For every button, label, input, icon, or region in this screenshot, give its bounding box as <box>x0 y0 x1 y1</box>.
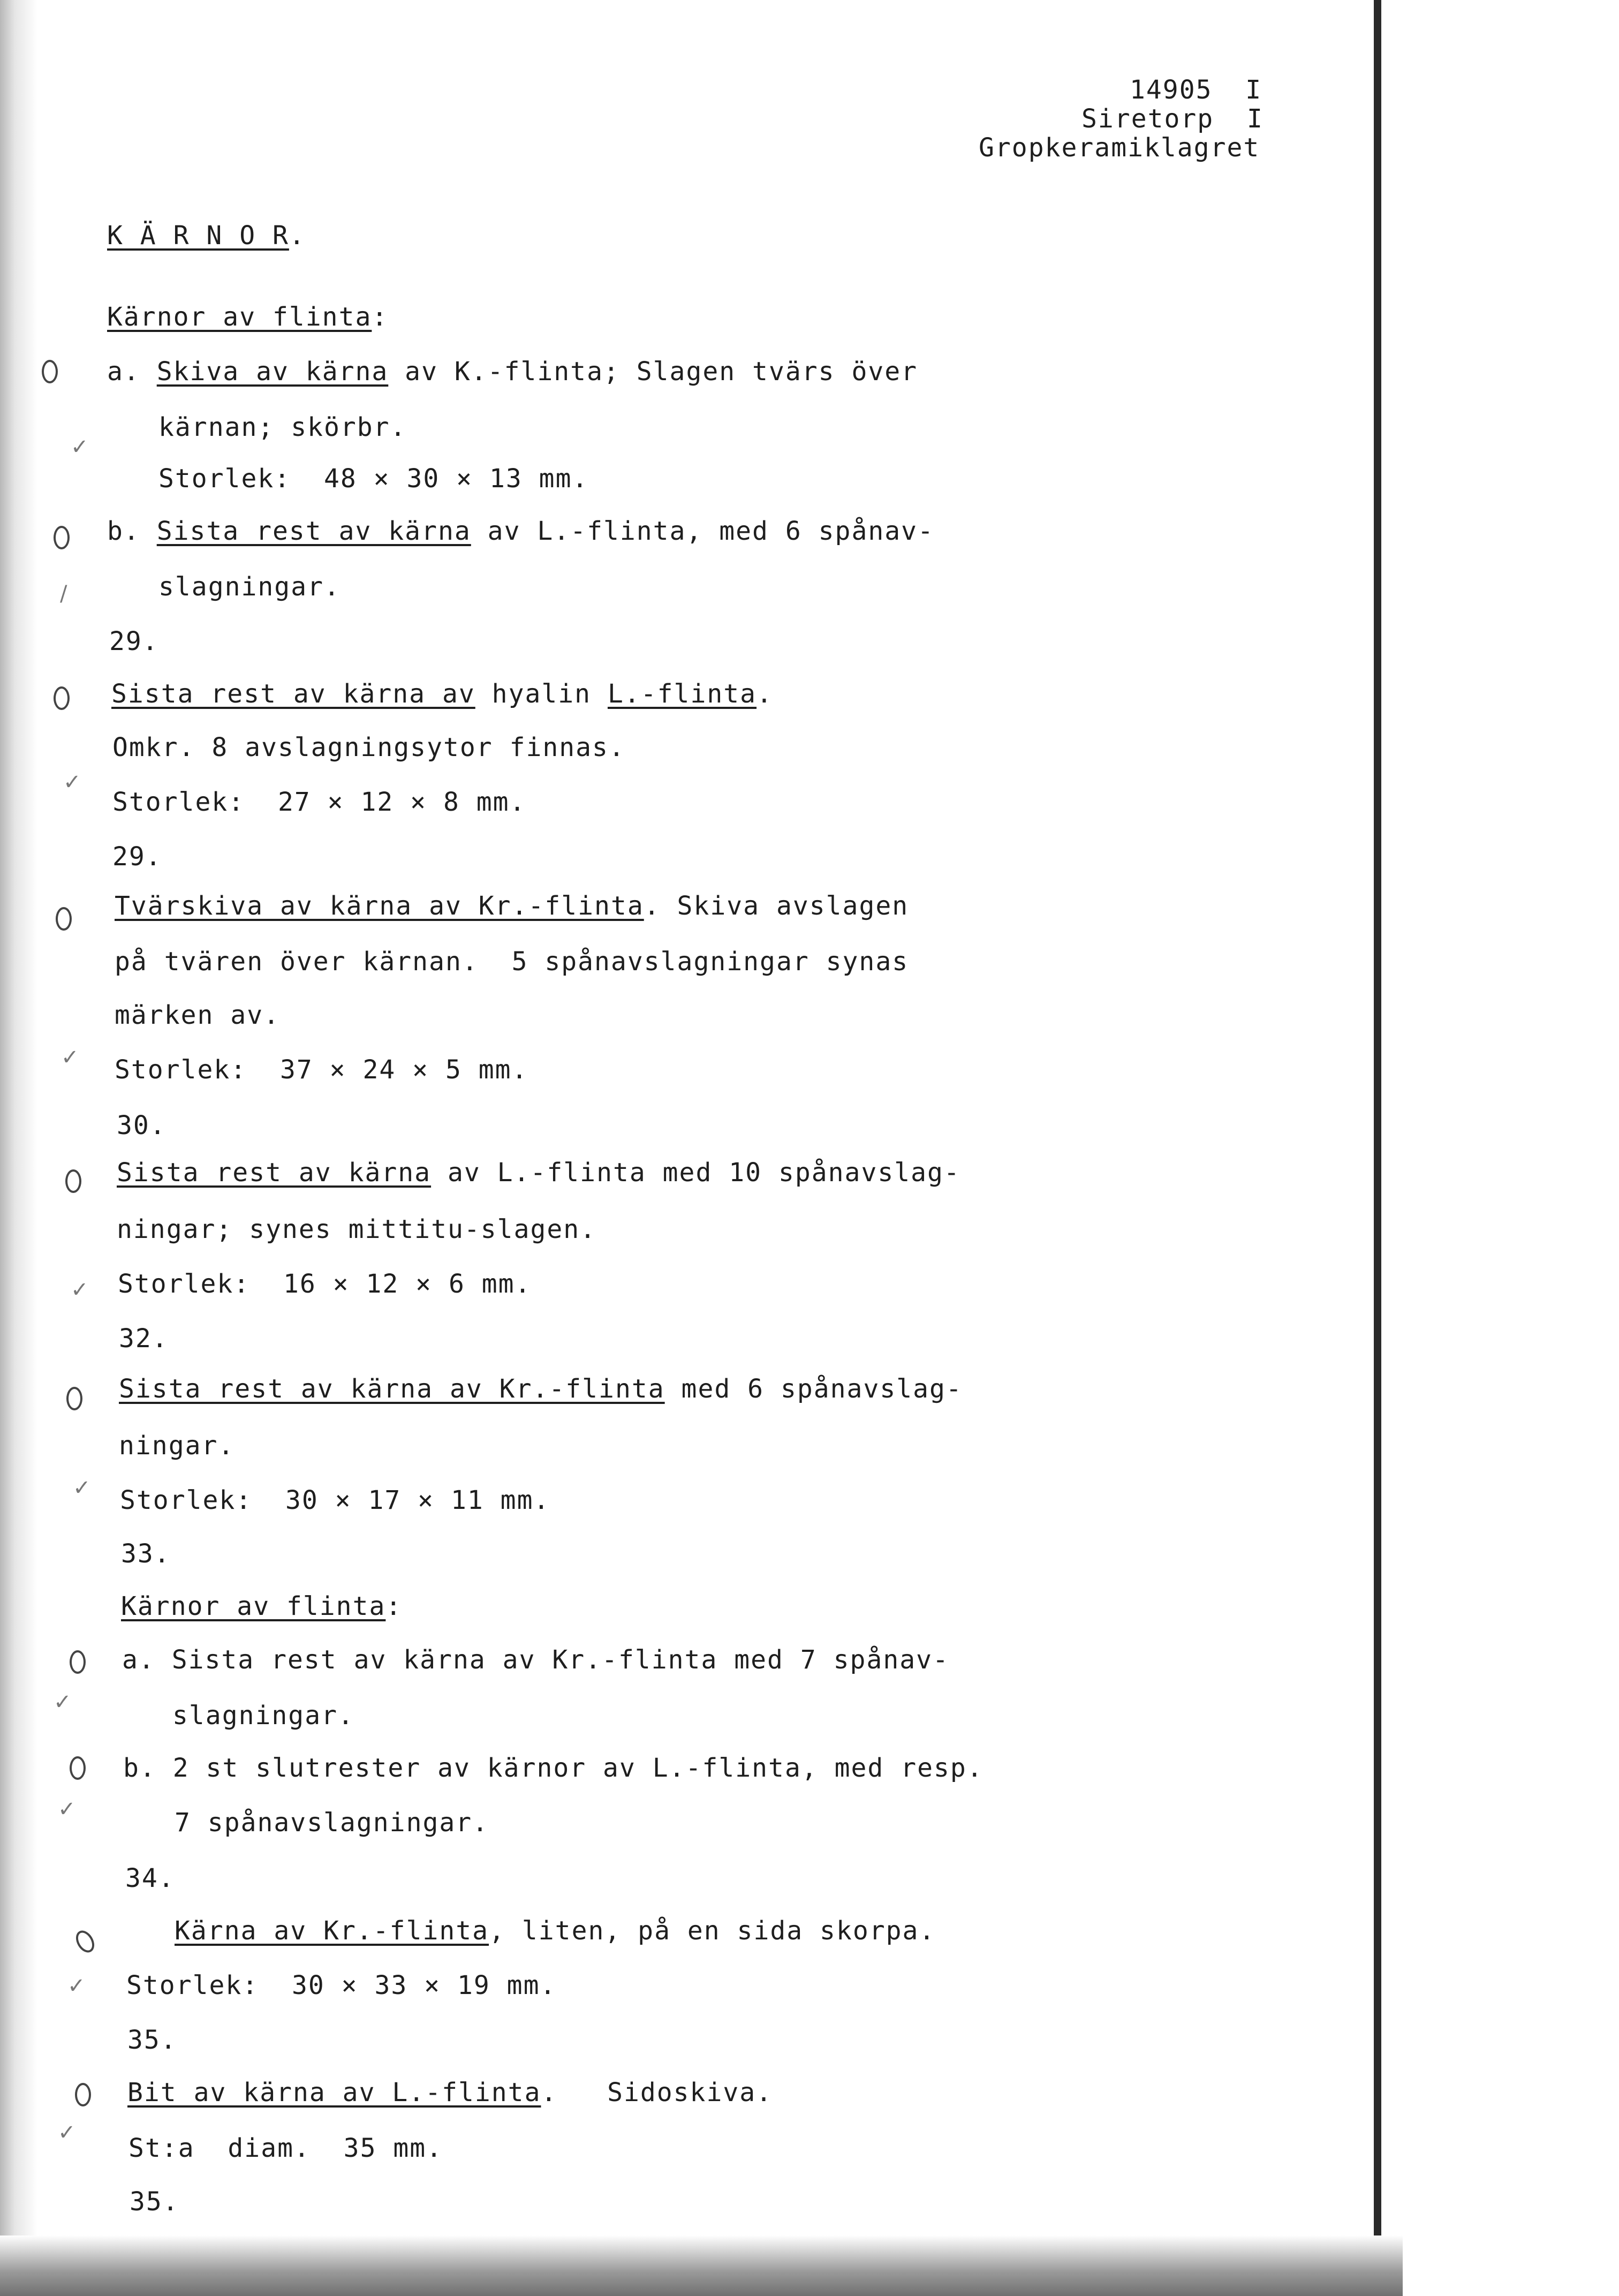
entry-35b-title: Bit av kärna av L.-flinta <box>127 2078 541 2108</box>
check-mark: ✓ <box>73 1476 91 1500</box>
check-mark: ✓ <box>58 2120 76 2145</box>
circle-mark <box>72 1927 98 1955</box>
find-number: 29. <box>109 626 159 656</box>
site-name: Siretorp I <box>1081 104 1264 134</box>
check-mark: ✓ <box>71 1278 89 1302</box>
entry-2b-line2: 7 spånavslagningar. <box>175 1808 489 1838</box>
find-number: 35. <box>127 2025 177 2055</box>
entry-1b-line2: slagningar. <box>158 572 341 602</box>
circle-mark <box>75 2083 91 2106</box>
check-mark: ✓ <box>71 435 89 459</box>
circle-mark <box>65 1169 81 1193</box>
circle-mark <box>70 1650 86 1674</box>
entry-30-line3: märken av. <box>115 1000 280 1030</box>
check-mark: ✓ <box>58 1797 76 1822</box>
circle-mark <box>66 1387 82 1410</box>
entry-35a-text: , liten, på en sida skorpa. <box>489 1916 936 1946</box>
catalog-number: 14905 I <box>1130 75 1262 105</box>
entry-32-title: Sista rest av kärna <box>117 1158 432 1188</box>
page-edge-right <box>1374 0 1381 2296</box>
find-number: 35. <box>130 2187 179 2217</box>
entry-33-title: Sista rest av kärna av Kr.-flinta <box>119 1374 665 1404</box>
section-heading-2-text: Kärnor av flinta <box>121 1591 386 1621</box>
find-number: 33. <box>121 1539 171 1569</box>
check-mark: ✓ <box>61 1045 79 1070</box>
page-margin-right <box>1381 0 1619 2296</box>
entry-1a-line2: kärnan; skörbr. <box>158 412 407 442</box>
find-number: 29. <box>112 842 162 872</box>
entry-32 <box>117 1157 960 1189</box>
page-shadow-bottom <box>0 2235 1403 2296</box>
entry-29-title: Sista rest av kärna av <box>111 679 475 709</box>
entry-2a-line2: slagningar. <box>172 1701 354 1731</box>
section-heading-1-text: Kärnor av flinta <box>107 302 372 332</box>
entry-2b: b. 2 st slutrester av kärnor av L.-flinta, med resp. <box>123 1753 983 1783</box>
entry-1b <box>107 515 934 547</box>
entry-29: Sista rest av kärna av hyalin L.-flinta. <box>111 679 773 709</box>
entry-35b <box>127 2076 773 2109</box>
entry-35b-size: St:a diam. 35 mm. <box>128 2133 443 2163</box>
check-mark: / <box>60 581 67 606</box>
entry-32-text: av L.-flinta med 10 spånavslag- <box>431 1158 960 1188</box>
entry-2a: a. Sista rest av kärna av Kr.-flinta med 7 spånav- <box>122 1645 949 1675</box>
circle-mark <box>70 1756 86 1780</box>
entry-1b-marker: b. <box>107 516 140 546</box>
entry-30-text: Skiva avslagen <box>660 891 909 921</box>
page-title-dot: . <box>289 221 306 251</box>
entry-1a-text: av K.-flinta; Slagen tvärs över <box>388 357 918 387</box>
entry-33-size: Storlek: 30 × 17 × 11 mm. <box>120 1485 550 1515</box>
entry-1b-title: Sista rest av kärna <box>156 516 471 546</box>
entry-33 <box>119 1373 963 1405</box>
entry-35b-text: . Sidoskiva. <box>541 2078 773 2108</box>
page-title <box>107 220 306 252</box>
entry-30-line2: på tvären över kärnan. 5 spånavslagningar synas <box>115 947 909 977</box>
page-shadow-left <box>0 0 37 2296</box>
entry-1a-title: Skiva av kärna <box>156 357 389 387</box>
layer-name: Gropkeramiklagret <box>979 133 1260 163</box>
entry-33-text: med 6 spånavslag- <box>664 1374 963 1404</box>
entry-29-line2: Omkr. 8 avslagningsytor finnas. <box>112 732 625 762</box>
entry-29-text: hyalin <box>475 679 608 709</box>
check-mark: ✓ <box>63 770 81 795</box>
entry-30: Tvärskiva av kärna av Kr.-flinta. Skiva avslagen <box>115 891 909 921</box>
circle-mark <box>42 360 58 383</box>
section-heading-2: Kärnor av flinta: <box>121 1591 403 1621</box>
check-mark: ✓ <box>67 1974 86 1998</box>
entry-1b-text: av L.-flinta, med 6 spånav- <box>471 516 934 546</box>
circle-mark <box>54 526 70 549</box>
entry-35a-size: Storlek: 30 × 33 × 19 mm. <box>126 1970 557 2000</box>
entry-1a-size: Storlek: 48 × 30 × 13 mm. <box>158 464 589 494</box>
entry-30-title: Tvärskiva av kärna av Kr.-flinta <box>115 891 644 921</box>
circle-mark <box>56 907 72 931</box>
entry-32-size: Storlek: 16 × 12 × 6 mm. <box>118 1269 532 1299</box>
section-heading-1: Kärnor av flinta: <box>107 302 389 332</box>
entry-1a <box>107 356 918 388</box>
entry-32-line2: ningar; synes mittitu-slagen. <box>117 1214 597 1244</box>
entry-33-line2: ningar. <box>119 1431 235 1461</box>
entry-30-size: Storlek: 37 × 24 × 5 mm. <box>115 1055 528 1085</box>
find-number: 30. <box>117 1111 167 1141</box>
entry-35a <box>175 1915 935 1947</box>
entry-29-size: Storlek: 27 × 12 × 8 mm. <box>112 787 526 817</box>
find-number: 34. <box>125 1863 175 1893</box>
circle-mark <box>54 686 70 710</box>
page-title-text: K Ä R N O R <box>107 221 289 251</box>
entry-29-title2: L.-flinta <box>607 679 757 709</box>
check-mark: ✓ <box>54 1690 72 1715</box>
find-number: 32. <box>119 1324 169 1354</box>
entry-35a-title: Kärna av Kr.-flinta <box>175 1916 489 1946</box>
entry-1a-marker: a. <box>107 357 140 387</box>
